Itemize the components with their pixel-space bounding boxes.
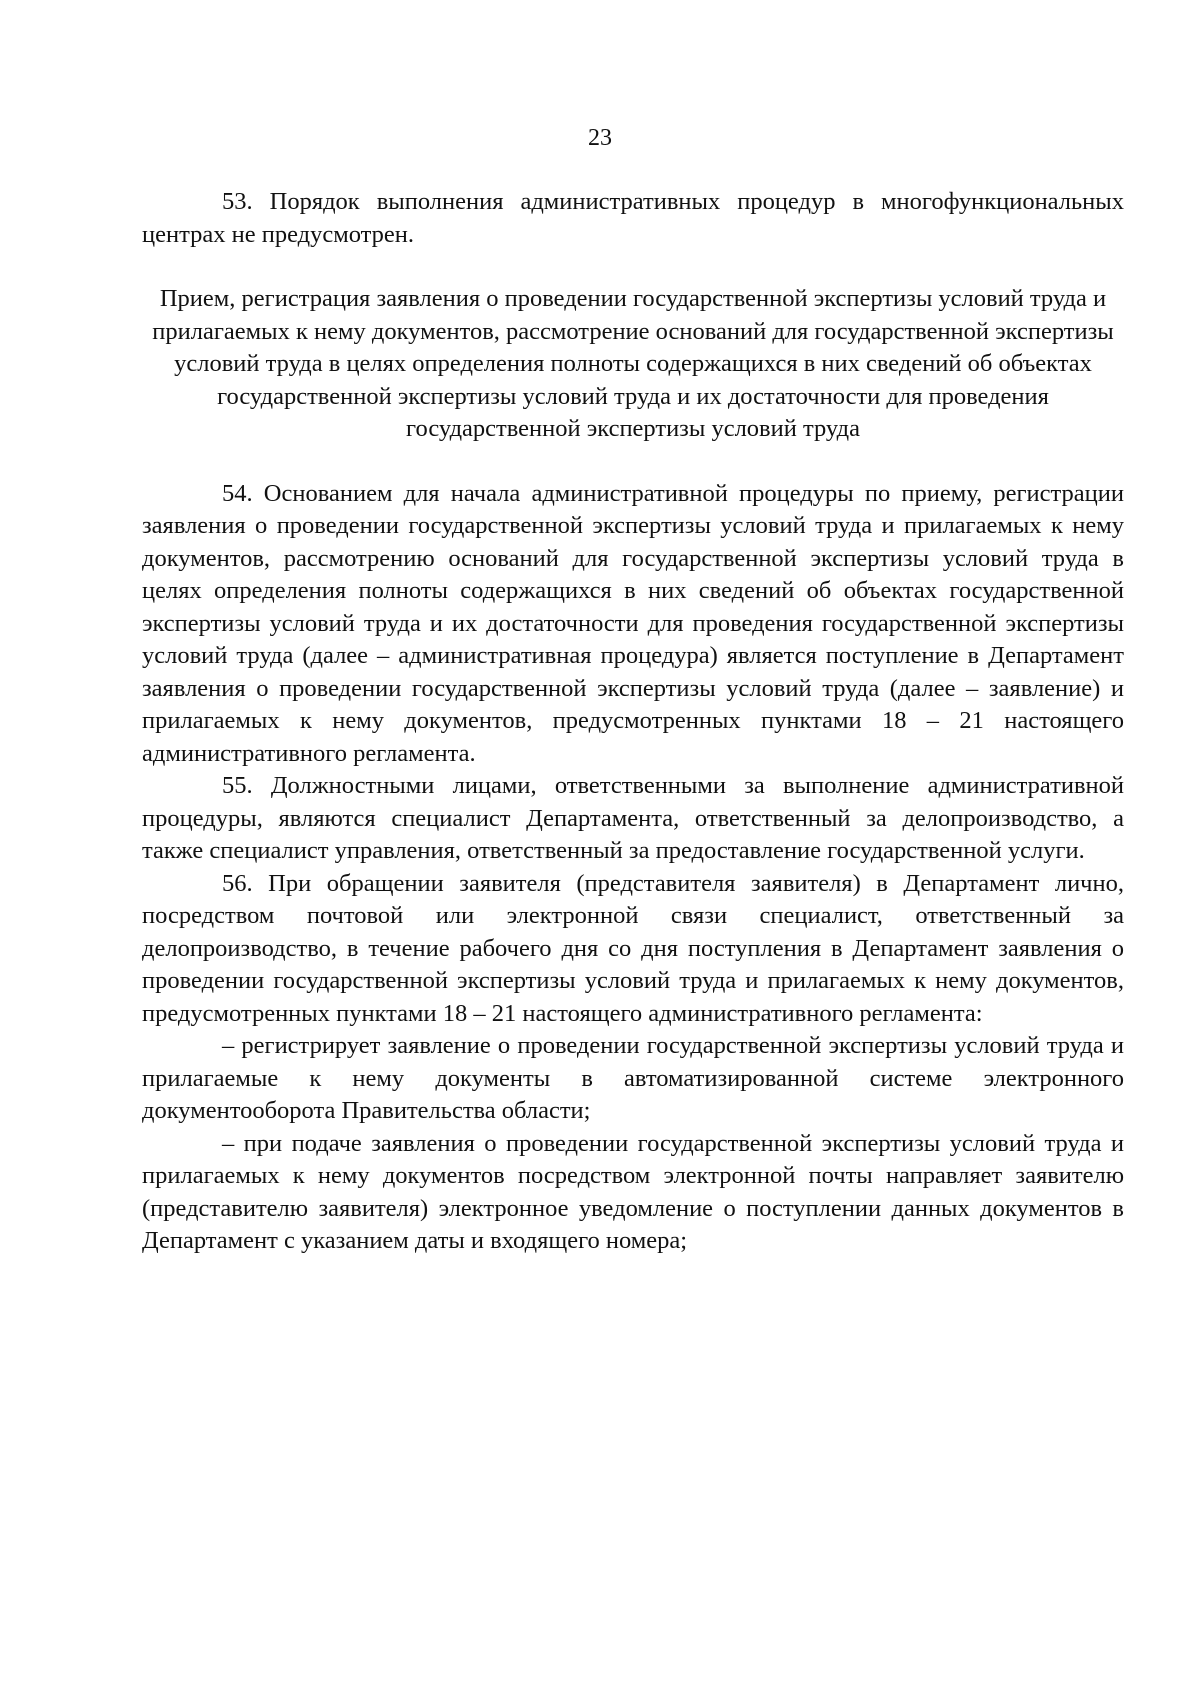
list-item-register: – регистрирует заявление о проведении государственной экспертизы условий труда и прилагаемые к нему документы в автоматизированной системе электронного документооборота Правительства области; bbox=[142, 1032, 1124, 1124]
paragraph-56: 56. При обращении заявителя (представителя заявителя) в Департамент лично, посредством почтовой или электронной связи специалист, ответственный за делопроизводство, в течение рабочего дня со дня поступления в Департамент заявления о проведении государственной экспертизы условий труда и прилагаемых к нему документов, предусмотренных пунктами 18 – 21 настоящего административного регламента: bbox=[142, 869, 1124, 1027]
document-body bbox=[142, 186, 1124, 1258]
list-item-email-notice: – при подаче заявления о проведении государственной экспертизы условий труда и прилагаемых к нему документов посредством электронной почты направляет заявителю (представителю заявителя) электронное уведомление о поступлении данных документов в Департамент с указанием даты и входящего номера; bbox=[142, 1129, 1124, 1254]
paragraph-54: 54. Основанием для начала административной процедуры по приему, регистрации заявления о проведении государственной экспертизы условий труда и прилагаемых к нему документов, рассмотрению оснований для государственной экспертизы условий труда в целях определения полноты содержащихся в них сведений об объектах государственной экспертизы условий труда и их достаточности для проведения государственной экспертизы условий труда (далее – административная процедура) является поступление в Департамент заявления о проведении государственной экспертизы условий труда (далее – заявление) и прилагаемых к нему документов, предусмотренных пунктами 18 – 21 настоящего административного регламента. bbox=[142, 479, 1124, 767]
section-heading: Прием, регистрация заявления о проведении государственной экспертизы условий труда и прилагаемых к нему документов, рассмотрение оснований для государственной экспертизы условий труда в целях определения полноты содержащихся в них сведений об объектах государственной экспертизы условий труда и их достаточности для проведения государственной экспертизы условий труда bbox=[152, 285, 1114, 442]
page-number: 23 bbox=[588, 125, 612, 151]
paragraph-55: 55. Должностными лицами, ответственными за выполнение административной процедуры, являются специалист Департамента, ответственный за делопроизводство, а также специалист управления, ответственный за предоставление государственной услуги. bbox=[142, 772, 1124, 864]
paragraph-53: 53. Порядок выполнения административных процедур в многофункциональных центрах не предусмотрен. bbox=[142, 188, 1124, 248]
